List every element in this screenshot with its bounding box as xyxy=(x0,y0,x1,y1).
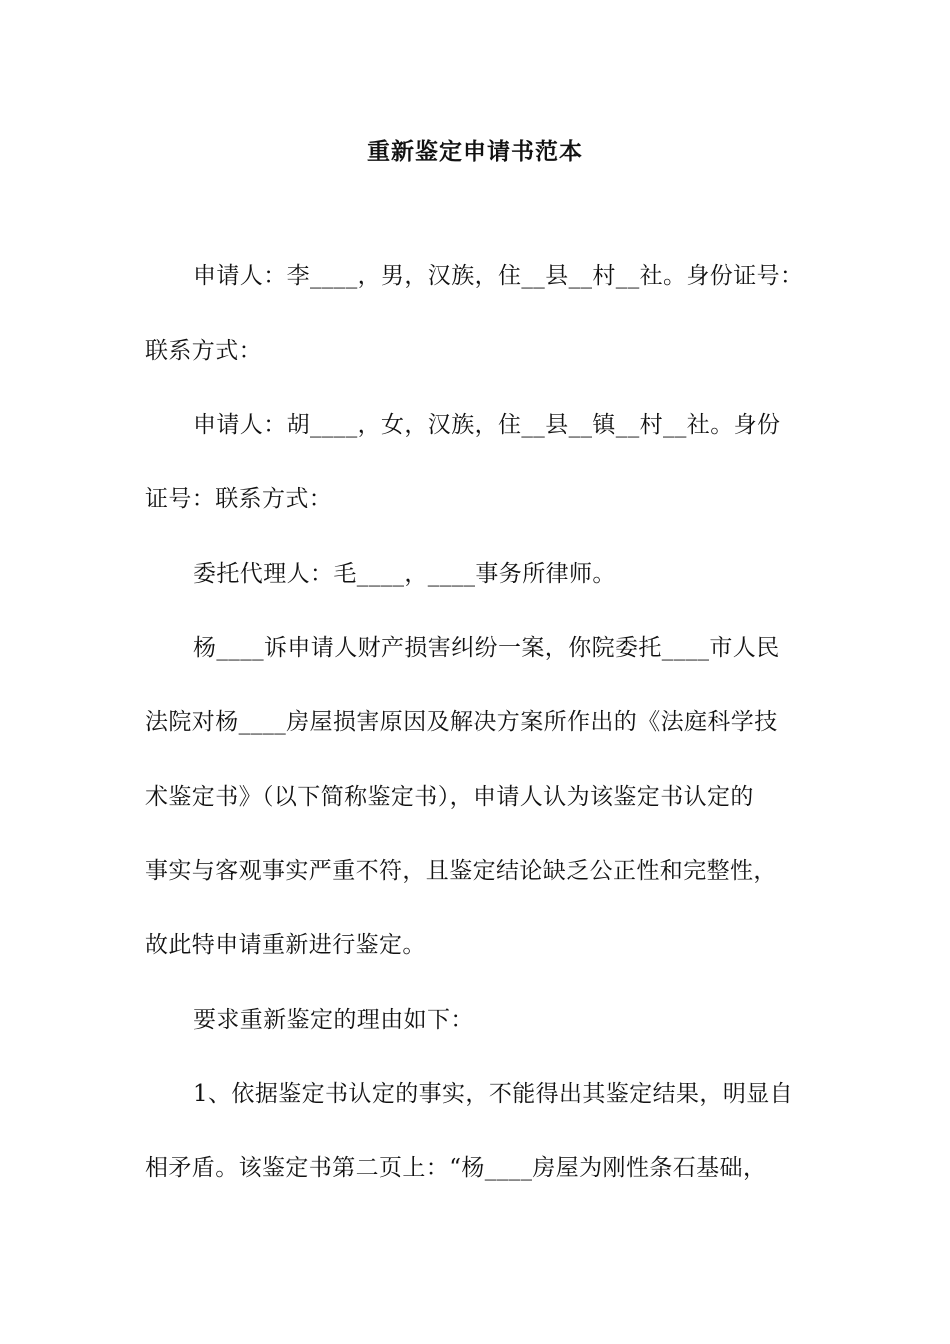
paragraph-line: 杨____诉申请人财产损害纠纷一案，你院委托____市人民 xyxy=(193,635,780,661)
paragraph-line: 相矛盾。该鉴定书第二页上：“杨____房屋为刚性条石基础， xyxy=(145,1155,767,1181)
paragraph-line: 委托代理人：毛____，____事务所律师。 xyxy=(193,561,616,587)
document-title: 重新鉴定申请书范本 xyxy=(367,138,583,165)
paragraph-line: 要求重新鉴定的理由如下： xyxy=(193,1007,474,1033)
paragraph-line: 事实与客观事实严重不符，且鉴定结论缺乏公正性和完整性， xyxy=(145,858,777,884)
paragraph-line: 故此特申请重新进行鉴定。 xyxy=(145,932,426,958)
paragraph-line: 法院对杨____房屋损害原因及解决方案所作出的《法庭科学技 xyxy=(145,709,778,735)
paragraph-line: 申请人：李____，男，汉族，住__县__村__社。身份证号： xyxy=(193,263,804,289)
paragraph-line: 申请人：胡____，女，汉族，住__县__镇__村__社。身份 xyxy=(193,412,781,438)
paragraph-line: 术鉴定书》（以下简称鉴定书），申请人认为该鉴定书认定的 xyxy=(145,784,754,810)
paragraph-line: 联系方式： xyxy=(145,338,262,364)
paragraph-line: 证号：联系方式： xyxy=(145,486,333,512)
paragraph-line: 1、依据鉴定书认定的事实，不能得出其鉴定结果，明显自 xyxy=(193,1081,794,1107)
